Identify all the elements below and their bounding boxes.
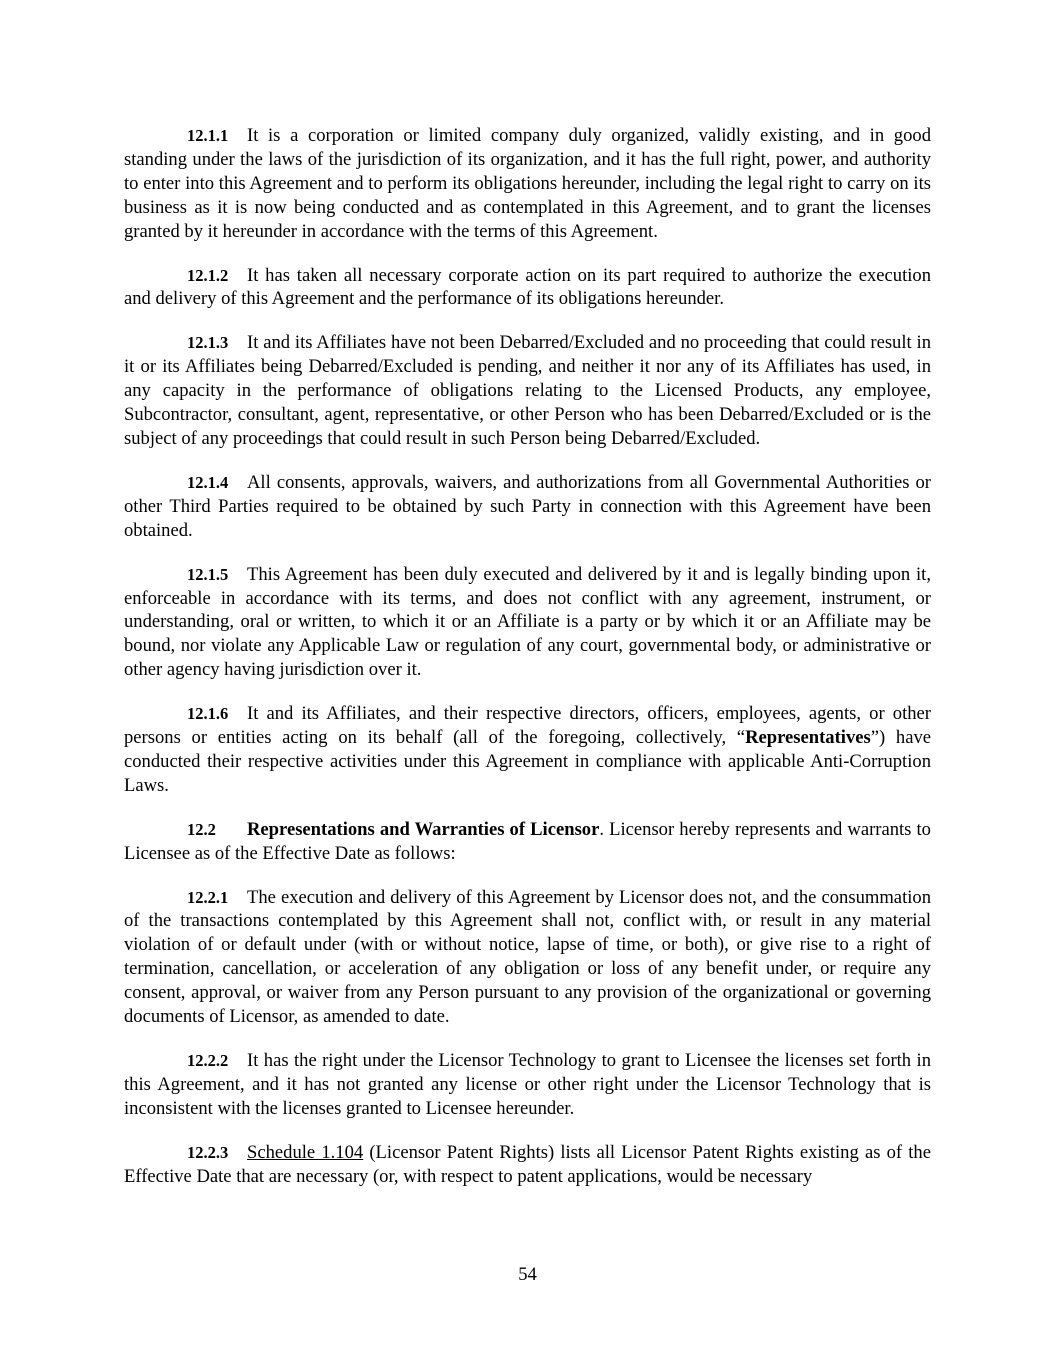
section-number: 12.2.1 (187, 887, 229, 907)
section-12-1-1 (124, 124, 931, 244)
section-number: 12.1.6 (187, 704, 229, 724)
page-number: 54 (518, 1264, 537, 1285)
section-number: 12.2 (187, 819, 216, 839)
section-text: All consents, approvals, waivers, and authorizations from all Governmental Authorities or other Third Parties required to be obtained by such Party in connection with this Agreement have been obtained. (124, 471, 931, 541)
section-text: It is a corporation or limited company duly organized, validly existing, and in good standing under the laws of the jurisdiction of its organization, and it has the full right, power, and authority to enter into this Agreement and to perform its obligations hereunder, including the legal right to carry on its business as it is now being conducted and as contemplated in this Agreement, and to grant the licenses granted by it hereunder in accordance with the terms of this Agreement. (124, 125, 931, 242)
section-number: 12.2.2 (187, 1051, 229, 1070)
document-page (124, 124, 931, 1209)
section-number: 12.1.2 (187, 265, 229, 285)
section-text: It has taken all necessary corporate action on its part required to authorize the execution and delivery of this Agreement and the performance of its obligations hereunder. (124, 264, 931, 310)
section-12-2-1 (124, 886, 931, 1029)
section-12-2-3 (124, 1141, 931, 1189)
section-text-before: It and its Affiliates, and their respective directors, officers, employees, agents, or other persons or entities acting on its behalf (all of the foregoing, collectively, “ (124, 703, 931, 749)
section-12-1-6 (124, 702, 931, 798)
schedule-reference: Schedule 1.104 (247, 1141, 364, 1163)
section-12-1-4 (124, 471, 931, 543)
section-12-1-5 (124, 563, 931, 683)
section-text-after: ”) have conducted their respective activities under this Agreement in compliance with applicable Anti-Corruption Laws. (124, 727, 932, 796)
section-number: 12.2.3 (187, 1142, 229, 1162)
section-number: 12.1.5 (187, 564, 229, 584)
section-text: It has the right under the Licensor Technology to grant to Licensee the licenses set forth in this Agreement, and it has not granted any license or other right under the Licensor Technology that is inconsistent with the licenses granted to Licensee hereunder. (124, 1050, 931, 1119)
section-12-2 (124, 818, 931, 866)
section-text: The execution and delivery of this Agreement by Licensor does not, and the consummation of the transactions contemplated by this Agreement shall not, conflict with, or result in any material violation of or default under (with or without notice, lapse of time, or both), or give rise to a right of termination, cancellation, or acceleration of any obligation or loss of any benefit under, or require any consent, approval, or waiver from any Person pursuant to any provision of the organizational or governing documents of Licensor, as amended to date. (124, 886, 931, 1028)
section-number: 12.1.4 (187, 472, 229, 492)
section-number: 12.1.1 (187, 126, 229, 145)
section-heading: Representations and Warranties of Licensor (247, 818, 600, 840)
section-12-1-3 (124, 331, 931, 451)
section-12-2-2 (124, 1049, 931, 1121)
section-12-1-2 (124, 264, 931, 312)
defined-term: Representatives (745, 727, 871, 749)
section-number: 12.1.3 (187, 333, 229, 353)
section-text: This Agreement has been duly executed and delivered by it and is legally binding upon it, enforceable in accordance with its terms, and does not conflict with any agreement, instrument, or understanding, oral or written, to which it or an Affiliate is a party or by which it or an Affiliate may be bound, nor violate any Applicable Law or regulation of any court, governmental body, or administrative or other agency having jurisdiction over it. (124, 563, 931, 681)
section-text: (Licensor Patent Rights) lists all Licensor Patent Rights existing as of the Effective Date that are necessary (or, with respect to patent applications, would be necessary (124, 1141, 931, 1187)
section-text: It and its Affiliates have not been Debarred/Excluded and no proceeding that could result in it or its Affiliates being Debarred/Excluded is pending, and neither it nor any of its Affiliates has used, in any capacity in the performance of obligations relating to the Licensed Products, any employee, Subcontractor, consultant, agent, representative, or other Person who has been Debarred/Excluded or is the subject of any proceedings that could result in such Person being Debarred/Excluded. (124, 332, 931, 449)
section-text: . Licensor hereby represents and warrants to Licensee as of the Effective Date as follows: (124, 818, 931, 864)
